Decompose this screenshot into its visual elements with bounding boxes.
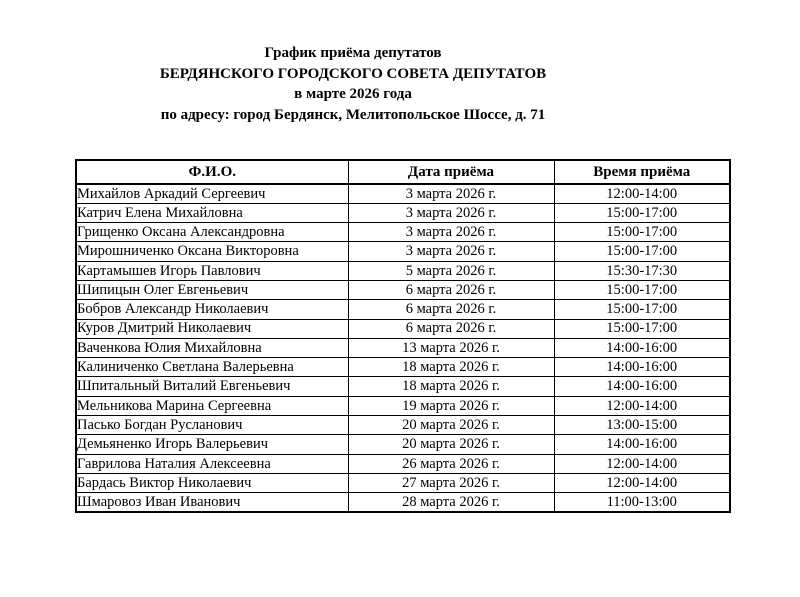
table-row	[76, 319, 730, 338]
reception-time-cell: 12:00-14:00	[554, 454, 730, 473]
reception-time-cell: 15:00-17:00	[554, 203, 730, 222]
table-row	[76, 242, 730, 261]
title-line-schedule: График приёма депутатов	[264, 45, 442, 61]
reception-date-cell: 28 марта 2026 г.	[348, 493, 554, 512]
reception-date-cell: 27 марта 2026 г.	[348, 473, 554, 492]
reception-time-cell: 15:30-17:30	[554, 261, 730, 280]
table-row	[76, 223, 730, 242]
table-row	[76, 358, 730, 377]
deputy-name-cell: Бобров Александр Николаевич	[76, 300, 348, 319]
document-title	[75, 43, 631, 125]
reception-date-cell: 3 марта 2026 г.	[348, 184, 554, 203]
column-header-name: Ф.И.О.	[76, 160, 348, 184]
table-row	[76, 338, 730, 357]
reception-time-cell: 11:00-13:00	[554, 493, 730, 512]
reception-date-cell: 6 марта 2026 г.	[348, 300, 554, 319]
deputy-name-cell: Ваченкова Юлия Михайловна	[76, 338, 348, 357]
column-header-date: Дата приёма	[348, 160, 554, 184]
reception-date-cell: 20 марта 2026 г.	[348, 416, 554, 435]
deputy-name-cell: Демьяненко Игорь Валерьевич	[76, 435, 348, 454]
reception-time-cell: 15:00-17:00	[554, 300, 730, 319]
table-row	[76, 454, 730, 473]
reception-date-cell: 6 марта 2026 г.	[348, 280, 554, 299]
table-row	[76, 416, 730, 435]
reception-date-cell: 3 марта 2026 г.	[348, 242, 554, 261]
reception-date-cell: 6 марта 2026 г.	[348, 319, 554, 338]
reception-time-cell: 12:00-14:00	[554, 184, 730, 203]
deputy-name-cell: Шмаровоз Иван Иванович	[76, 493, 348, 512]
reception-time-cell: 13:00-15:00	[554, 416, 730, 435]
deputy-name-cell: Мельникова Марина Сергеевна	[76, 396, 348, 415]
table-row	[76, 493, 730, 512]
table-body	[76, 184, 730, 512]
column-header-time: Время приёма	[554, 160, 730, 184]
reception-date-cell: 19 марта 2026 г.	[348, 396, 554, 415]
reception-date-cell: 20 марта 2026 г.	[348, 435, 554, 454]
reception-date-cell: 18 марта 2026 г.	[348, 358, 554, 377]
reception-date-cell: 13 марта 2026 г.	[348, 338, 554, 357]
reception-time-cell: 14:00-16:00	[554, 435, 730, 454]
deputy-name-cell: Шпитальный Виталий Евгеньевич	[76, 377, 348, 396]
reception-date-cell: 5 марта 2026 г.	[348, 261, 554, 280]
reception-schedule-table	[75, 159, 731, 513]
reception-time-cell: 12:00-14:00	[554, 473, 730, 492]
reception-time-cell: 12:00-14:00	[554, 396, 730, 415]
table-row	[76, 203, 730, 222]
reception-time-cell: 14:00-16:00	[554, 338, 730, 357]
table-row	[76, 377, 730, 396]
reception-date-cell: 3 марта 2026 г.	[348, 223, 554, 242]
table-row	[76, 396, 730, 415]
deputy-name-cell: Шипицын Олег Евгеньевич	[76, 280, 348, 299]
deputy-name-cell: Гаврилова Наталия Алексеевна	[76, 454, 348, 473]
reception-time-cell: 14:00-16:00	[554, 358, 730, 377]
reception-date-cell: 3 марта 2026 г.	[348, 203, 554, 222]
title-line-address: по адресу: город Бердянск, Мелитопольское Шоссе, д. 71	[160, 106, 546, 123]
table-row	[76, 280, 730, 299]
deputy-name-cell: Пасько Богдан Русланович	[76, 416, 348, 435]
reception-time-cell: 15:00-17:00	[554, 319, 730, 338]
table-row	[76, 300, 730, 319]
table-row	[76, 184, 730, 203]
reception-time-cell: 15:00-17:00	[554, 242, 730, 261]
table-header-row	[76, 160, 730, 184]
deputy-name-cell: Картамышев Игорь Павлович	[76, 261, 348, 280]
deputy-name-cell: Михайлов Аркадий Сергеевич	[76, 184, 348, 203]
title-line-month: в марте 2026 года	[294, 86, 412, 102]
reception-date-cell: 26 марта 2026 г.	[348, 454, 554, 473]
deputy-name-cell: Бардась Виктор Николаевич	[76, 473, 348, 492]
table-row	[76, 473, 730, 492]
reception-date-cell: 18 марта 2026 г.	[348, 377, 554, 396]
deputy-name-cell: Калиниченко Светлана Валерьевна	[76, 358, 348, 377]
deputy-name-cell: Куров Дмитрий Николаевич	[76, 319, 348, 338]
table-row	[76, 261, 730, 280]
deputy-name-cell: Грищенко Оксана Александровна	[76, 223, 348, 242]
deputy-name-cell: Мирошниченко Оксана Викторовна	[76, 242, 348, 261]
reception-time-cell: 15:00-17:00	[554, 280, 730, 299]
deputy-name-cell: Катрич Елена Михайловна	[76, 203, 348, 222]
table-row	[76, 435, 730, 454]
title-line-council: БЕРДЯНСКОГО ГОРОДСКОГО СОВЕТА ДЕПУТАТОВ	[159, 65, 547, 82]
reception-time-cell: 14:00-16:00	[554, 377, 730, 396]
reception-time-cell: 15:00-17:00	[554, 223, 730, 242]
